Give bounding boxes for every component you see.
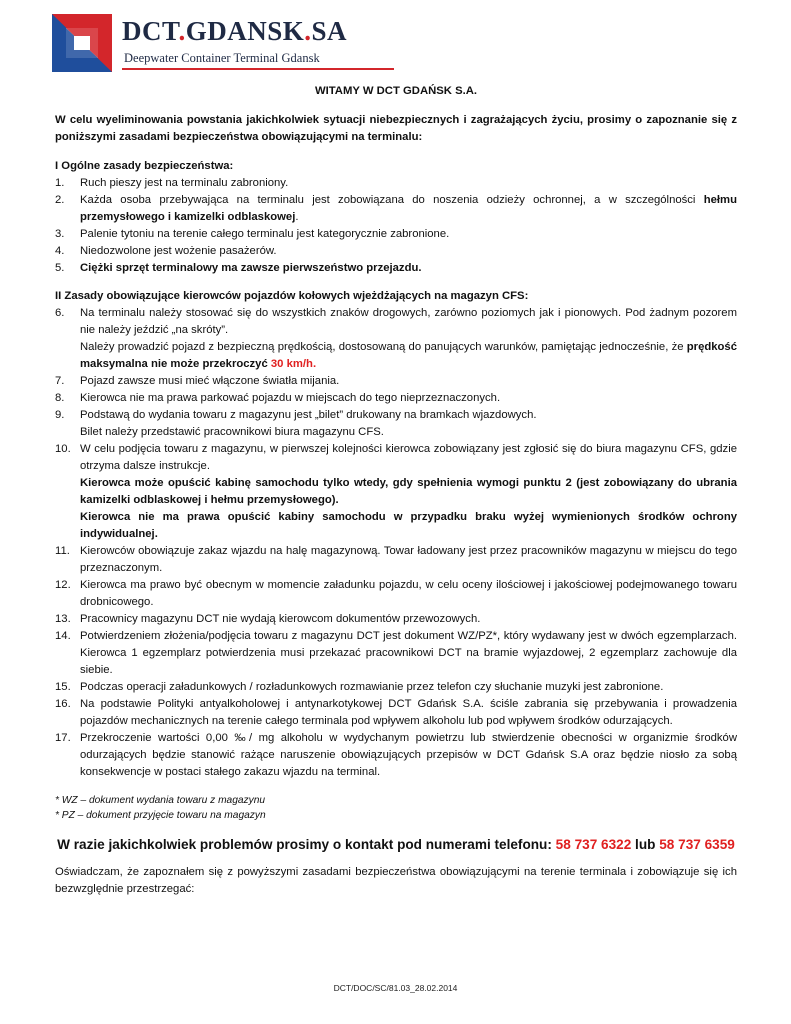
list-item: 13. Pracownicy magazynu DCT nie wydają kierowcom dokumentów przewozowych. [55, 613, 481, 625]
list-item: 6. Na terminalu należy stosować się do wszystkich znaków drogowych, zarówno poziomych jak i pionowych. Pod żadnym pozorem nie należy jeździć „na skróty”. Należy prowadzić pojazd z bezpieczną prędkością, dostosowaną do panujących warunków, pamiętając jednocześnie, że prędkość maksymalna nie może przekroczyć 30 km/h. [55, 307, 737, 370]
list-item: 3. Palenie tytoniu na terenie całego terminalu jest kategorycznie zabronione. [55, 228, 450, 240]
document-footer-code: DCT/DOC/SC/81.03_28.02.2014 [333, 983, 458, 993]
list-item: 11. Kierowców obowiązuje zakaz wjazdu na halę magazynową. Towar ładowany jest przez pracowników magazynu w miejscu do tego przeznaczonym. [55, 545, 737, 574]
document-title: WITAMY W DCT GDAŃSK S.A. [314, 85, 478, 97]
section-general-heading: I Ogólne zasady bezpieczeństwa: [55, 160, 234, 172]
footnotes [55, 793, 737, 823]
general-rules-list [55, 175, 737, 277]
list-item: 12. Kierowca ma prawo być obecnym w momencie załadunku pojazdu, w celu oceny ilościowej i jakościowej podejmowanego towaru drobnicowego. [55, 579, 737, 608]
intro-paragraph: W celu wyeliminowania powstania jakichkolwiek sytuacji niebezpiecznych i zagrażających życiu, prosimy o zapoznanie się z poniższymi zasadami bezpieczeństwa obowiązującymi na terminalu: [55, 114, 737, 143]
list-item: 15. Podczas operacji załadunkowych / rozładunkowych rozmawianie przez telefon czy słuchanie muzyki jest zabronione. [55, 681, 664, 693]
company-logo [52, 14, 362, 78]
phone-number-2: 58 737 6359 [659, 837, 735, 852]
list-item: 1. Ruch pieszy jest na terminalu zabroniony. [55, 177, 289, 189]
phone-number-1: 58 737 6322 [555, 837, 632, 852]
logo-divider [122, 68, 394, 70]
list-item: 5. Ciężki sprzęt terminalowy ma zawsze pierwszeństwo przejazdu. [55, 262, 422, 274]
contact-line: W razie jakichkolwiek problemów prosimy o kontakt pod numerami telefonu: 58 737 6322 lub 58 737 6359 [57, 837, 735, 852]
list-item: 17. Przekroczenie wartości 0,00 ‰/ mg alkoholu w wydychanym powietrzu lub stwierdzenie obecności w organizmie środków odurzających będzie stanowić rażące naruszenie obowiązujących przepisów w DCT Gdańsk S.A oraz będzie niosło za sobą konsekwencje w postaci stałego zakazu wjazdu na terminal. [55, 732, 737, 778]
logo-subtitle: Deepwater Container Terminal Gdansk [124, 51, 320, 65]
list-item: 2. Każda osoba przebywająca na terminalu jest zobowiązana do noszenia odzieży ochronnej, a w szczególności hełmu przemysłowego i kamizelki odblaskowej. [55, 194, 737, 223]
list-item: 4. Niedozwolone jest wożenie pasażerów. [55, 245, 277, 257]
cfs-rules-list [55, 305, 737, 781]
list-item: 10. W celu podjęcia towaru z magazynu, w pierwszej kolejności kierowca zobowiązany jest zgłosić się do biura magazynu CFS, gdzie otrzyma dalsze instrukcje. Kierowca może opuścić kabinę samochodu tylko wtedy, gdy spełnienia wymogi punktu 2 (jest zobowiązany do ubrania kamizelki odblaskowej i hełmu przemysłowego). Kierowca nie ma prawa opuścić kabiny samochodu w przypadku braku wyżej wymienionych środków ochrony indywidualnej. [55, 443, 737, 540]
section-cfs-heading: II Zasady obowiązujące kierowców pojazdów kołowych wjeżdżających na magazyn CFS: [55, 290, 529, 302]
list-item: 8. Kierowca nie ma prawa parkować pojazdu w miejscach do tego nieprzeznaczonych. [55, 392, 501, 404]
document-body [55, 78, 737, 909]
list-item: 9. Podstawą do wydania towaru z magazynu jest „bilet” drukowany na bramkach wjazdowych. Bilet należy przedstawić pracownikowi biura magazynu CFS. [55, 409, 537, 438]
list-item: 7. Pojazd zawsze musi mieć włączone światła mijania. [55, 375, 340, 387]
declaration-paragraph: Oświadczam, że zapoznałem się z powyższymi zasadami bezpieczeństwa obowiązującymi na terenie terminala i zobowiązuje się ich bezwzględnie przestrzegać: [55, 866, 737, 895]
footnote-wz: * WZ – dokument wydania towaru z magazynu [55, 795, 266, 806]
speed-limit: 30 km/h. [270, 358, 317, 370]
logo-mark-icon [52, 14, 112, 72]
logo-title: DCT.GDANSK.SA [122, 16, 348, 46]
footnote-pz: * PZ – dokument przyjęcie towaru na magazyn [55, 810, 266, 821]
list-item: 14. Potwierdzeniem złożenia/podjęcia towaru z magazynu DCT jest dokument WZ/PZ*, który wydawany jest w dwóch egzemplarzach. Kierowca 1 egzemplarz potwierdzenia musi przekazać pracownikowi DCT na bramie wyjazdowej, 2 egzemplarz zachowuje dla siebie. [55, 630, 737, 676]
list-item: 16. Na podstawie Polityki antyalkoholowej i antynarkotykowej DCT Gdańsk S.A. ściśle zabrania się przebywania i prowadzenia pojazdów mechanicznych na terenie całego terminala pod wpływem alkoholu lub pod wpływem środków odurzających. [55, 698, 737, 727]
